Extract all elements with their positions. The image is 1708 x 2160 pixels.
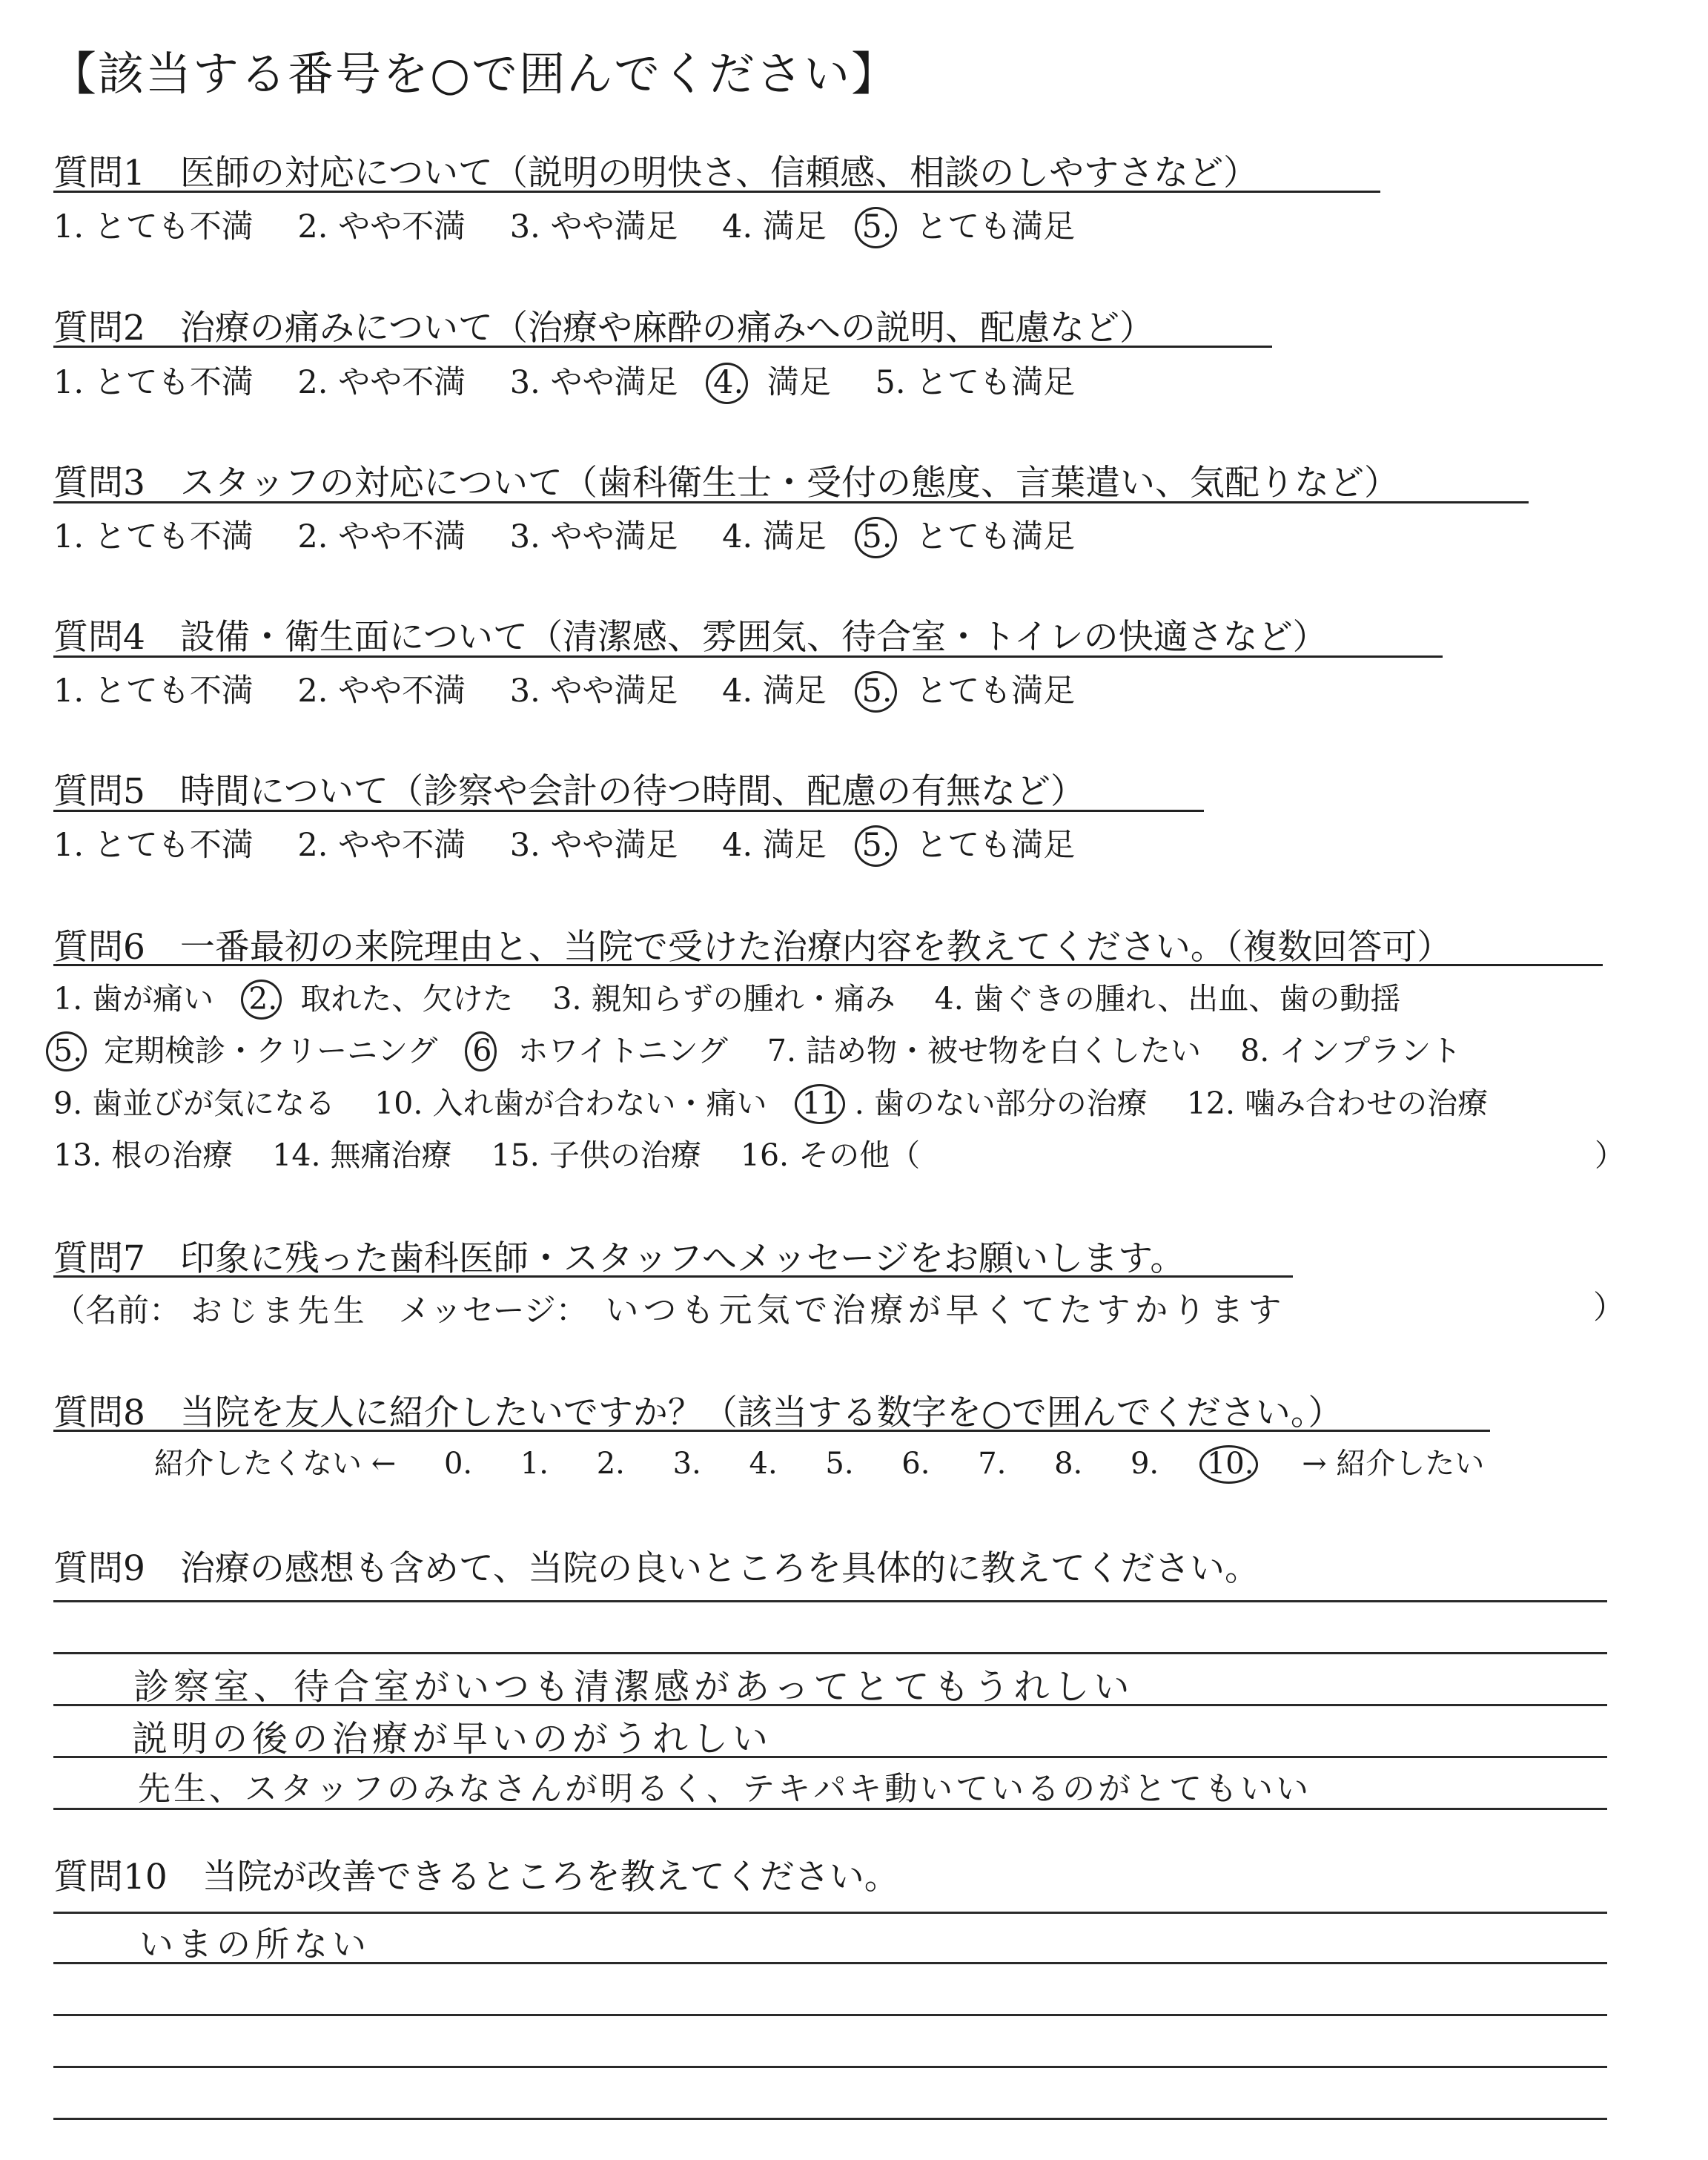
- q6-option-8[interactable]: 8. インプラント: [1240, 1033, 1462, 1069]
- q6-row-4: [53, 1131, 1625, 1175]
- q7-close: ）: [1593, 1289, 1625, 1327]
- q8-right-label: → 紹介したい: [1302, 1447, 1485, 1481]
- q7-title: 質問7 印象に残った歯科医師・スタッフへメッセージをお願いします。: [53, 1238, 1185, 1279]
- q6-option-9[interactable]: 9. 歯並びが気になる: [53, 1086, 336, 1121]
- q9-answer-line-2: [53, 1652, 1607, 1654]
- q3-option-5-label: とても満足: [916, 518, 1076, 555]
- q1-option-5-circled[interactable]: 5.: [861, 208, 893, 245]
- q7-name-label: （名前：: [53, 1292, 181, 1330]
- q8-scale-0[interactable]: 0.: [443, 1447, 473, 1481]
- q6-option-1[interactable]: 1. 歯が痛い: [53, 981, 214, 1017]
- q3-underline: [53, 501, 1529, 503]
- q9-answer-line-3: [53, 1704, 1607, 1706]
- q1-title: 質問1 医師の対応について（説明の明快さ、信頼感、相談のしやすさなど）: [53, 153, 1259, 194]
- q3-option-5-circled[interactable]: 5.: [861, 518, 893, 555]
- q4-option-5-label: とても満足: [916, 673, 1076, 710]
- q6-option-2-label: 取れた、欠けた: [300, 981, 514, 1017]
- q3-option-4[interactable]: 4. 満足: [722, 518, 827, 555]
- q1-option-2[interactable]: 2. やや不満: [297, 208, 466, 245]
- q8-scale: [154, 1440, 1484, 1482]
- q10-answer-line-1: [53, 1912, 1607, 1914]
- q5-option-3[interactable]: 3. やや満足: [509, 827, 678, 864]
- q2-options: [53, 357, 1075, 403]
- q10-answer-line-4: [53, 2066, 1607, 2068]
- q8-scale-9[interactable]: 9.: [1130, 1447, 1159, 1481]
- q4-option-3[interactable]: 3. やや満足: [509, 673, 678, 710]
- q10-answer[interactable]: いまの所ない: [139, 1924, 371, 1964]
- q6-option-12[interactable]: 12. 噛み合わせの治療: [1186, 1086, 1489, 1121]
- q1-options: [53, 202, 1075, 247]
- q8-scale-7[interactable]: 7.: [978, 1447, 1007, 1481]
- q8-scale-10-circled[interactable]: 10.: [1206, 1447, 1254, 1481]
- q9-answer-1[interactable]: 診察室、待合室がいつも清潔感があってとてもうれしい: [133, 1666, 1134, 1708]
- q6-option-14[interactable]: 14. 無痛治療: [272, 1137, 452, 1173]
- q6-title: 質問6 一番最初の来院理由と、当院で受けた治療内容を教えてください。（複数回答可）: [53, 927, 1452, 968]
- q3-title: 質問3 スタッフの対応について（歯科衛生士・受付の態度、言葉遣い、気配りなど）: [53, 463, 1399, 503]
- q4-option-5-circled[interactable]: 5.: [861, 673, 893, 710]
- q2-option-3[interactable]: 3. やや満足: [509, 364, 678, 401]
- q8-scale-1[interactable]: 1.: [520, 1447, 549, 1481]
- q4-option-2[interactable]: 2. やや不満: [297, 673, 466, 710]
- q6-option-2-circled[interactable]: 2.: [248, 981, 278, 1017]
- q6-option-10[interactable]: 10. 入れ歯が合わない・痛い: [374, 1086, 767, 1121]
- q6-row-2: [53, 1026, 1461, 1070]
- q6-option-15[interactable]: 15. 子供の治療: [491, 1137, 701, 1173]
- q5-option-4[interactable]: 4. 満足: [722, 827, 827, 864]
- q7-name-value[interactable]: おじま先生: [191, 1292, 369, 1329]
- q6-option-13[interactable]: 13. 根の治療: [53, 1137, 234, 1173]
- q8-underline: [53, 1430, 1490, 1432]
- q6-other-close: ）: [1595, 1137, 1625, 1173]
- q9-answer-line-1: [53, 1600, 1607, 1602]
- q1-underline: [53, 191, 1380, 193]
- q8-scale-5[interactable]: 5.: [825, 1447, 854, 1481]
- q6-row-3: [53, 1079, 1488, 1123]
- q6-option-5-circled[interactable]: 5.: [53, 1033, 83, 1069]
- q2-title: 質問2 治療の痛みについて（治療や麻酔の痛みへの説明、配慮など）: [53, 308, 1155, 349]
- q3-option-1[interactable]: 1. とても不満: [53, 518, 254, 555]
- q6-underline: [53, 964, 1603, 966]
- q10-answer-line-5: [53, 2118, 1607, 2120]
- q10-answer-line-3: [53, 2014, 1607, 2016]
- q6-option-4[interactable]: 4. 歯ぐきの腫れ、出血、歯の動揺: [934, 981, 1401, 1017]
- q9-answer-line-4: [53, 1756, 1607, 1758]
- q4-underline: [53, 655, 1443, 658]
- q4-options: [53, 666, 1075, 711]
- q2-option-2[interactable]: 2. やや不満: [297, 364, 466, 401]
- q1-option-4[interactable]: 4. 満足: [722, 208, 827, 245]
- q6-option-11-label: . 歯のない部分の治療: [854, 1086, 1148, 1121]
- q1-option-1[interactable]: 1. とても不満: [53, 208, 254, 245]
- q6-row-1: [53, 974, 1400, 1018]
- q5-underline: [53, 810, 1204, 812]
- q3-option-3[interactable]: 3. やや満足: [509, 518, 678, 555]
- q6-option-6-label: ホワイトニング: [517, 1033, 728, 1069]
- q5-option-5-circled[interactable]: 5.: [861, 827, 893, 864]
- q6-option-6-circled[interactable]: 6: [472, 1033, 492, 1069]
- q6-option-11-circled[interactable]: 11: [801, 1086, 841, 1121]
- q1-option-3[interactable]: 3. やや満足: [509, 208, 678, 245]
- q2-option-5[interactable]: 5. とても満足: [875, 364, 1076, 401]
- q2-underline: [53, 346, 1272, 348]
- q6-option-5-label: 定期検診・クリーニング: [104, 1033, 438, 1069]
- q7-message-row: [53, 1283, 1625, 1331]
- form-instruction-header: 【該当する番号を○で囲んでください】: [50, 47, 899, 101]
- q9-answer-3[interactable]: 先生、スタッフのみなさんが明るく、テキパキ動いているのがとてもいい: [138, 1770, 1312, 1808]
- q4-option-4[interactable]: 4. 満足: [722, 673, 827, 710]
- q7-message-value[interactable]: いつも元気で治療が早くてたすかります: [605, 1290, 1286, 1330]
- q5-option-1[interactable]: 1. とても不満: [53, 827, 254, 864]
- q10-title: 質問10 当院が改善できるところを教えてください。: [53, 1857, 899, 1898]
- q2-option-4-label: 満足: [767, 364, 831, 401]
- q8-scale-6[interactable]: 6.: [901, 1447, 930, 1481]
- q6-option-7[interactable]: 7. 詰め物・被せ物を白くしたい: [767, 1033, 1202, 1069]
- q5-option-5-label: とても満足: [916, 827, 1076, 864]
- q4-option-1[interactable]: 1. とても不満: [53, 673, 254, 710]
- q9-answer-line-5: [53, 1808, 1607, 1810]
- q5-options: [53, 820, 1075, 865]
- q8-scale-2[interactable]: 2.: [596, 1447, 625, 1481]
- q8-scale-8[interactable]: 8.: [1054, 1447, 1083, 1481]
- q8-title: 質問8 当院を友人に紹介したいですか？（該当する数字を○で囲んでください。）: [53, 1393, 1343, 1433]
- q7-message-label: メッセージ：: [398, 1292, 588, 1330]
- q5-title: 質問5 時間について（診察や会計の待つ時間、配慮の有無など）: [53, 771, 1085, 812]
- q8-left-label: 紹介したくない ←: [154, 1447, 397, 1481]
- q6-option-16[interactable]: 16. その他（: [740, 1137, 921, 1173]
- q3-option-2[interactable]: 2. やや不満: [297, 518, 466, 555]
- q10-answer-line-2: [53, 1962, 1607, 1964]
- q6-option-3[interactable]: 3. 親知らずの腫れ・痛み: [552, 981, 896, 1017]
- q2-option-1[interactable]: 1. とても不満: [53, 364, 254, 401]
- q5-option-2[interactable]: 2. やや不満: [297, 827, 466, 864]
- q9-answer-2[interactable]: 説明の後の治療が早いのがうれしい: [132, 1718, 773, 1760]
- q7-underline: [53, 1275, 1293, 1278]
- q8-scale-4[interactable]: 4.: [749, 1447, 778, 1481]
- q1-option-5-label: とても満足: [916, 208, 1076, 245]
- q9-title: 質問9 治療の感想も含めて、当院の良いところを具体的に教えてください。: [53, 1548, 1260, 1589]
- q3-options: [53, 512, 1075, 557]
- q4-title: 質問4 設備・衛生面について（清潔感、雰囲気、待合室・トイレの快適さなど）: [53, 617, 1328, 658]
- q8-scale-3[interactable]: 3.: [672, 1447, 701, 1481]
- q2-option-4-circled[interactable]: 4.: [713, 364, 744, 401]
